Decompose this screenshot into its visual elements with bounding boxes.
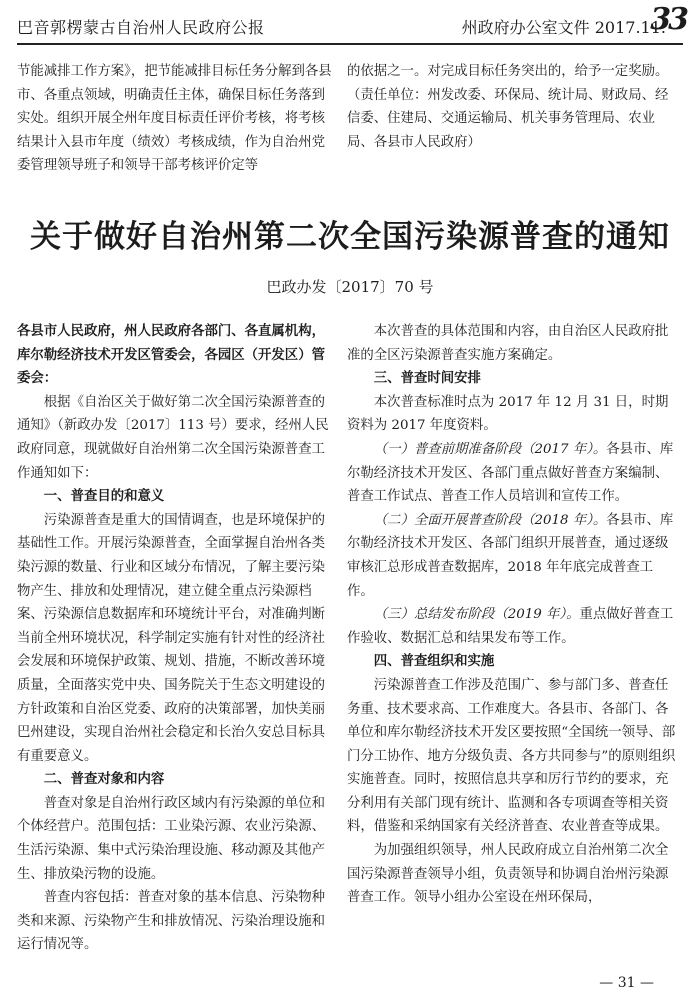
publication-title: 巴音郭楞蒙古自治州人民政府公报 (17, 18, 265, 37)
stage-paragraph (347, 509, 679, 603)
paragraph: 节能减排工作方案》，把节能减排目标任务分解到各县市、各重点领域，明确责任主体，确保目标任务落到实处。组织开展全州年度目标责任评价考核，将考核结果计入县市年度（绩效）考核成绩，作为自治州党委管理领导班子和领导干部考核评价定等 (17, 64, 332, 174)
stage-paragraph (347, 603, 679, 650)
stage-heading: （二）全面开展普查阶段（2018 年）。 (373, 512, 607, 528)
body-column-right (347, 320, 679, 910)
section-heading: 四、普查组织和实施 (373, 653, 495, 670)
paragraph: 本次普查的具体范围和内容，由自治区人民政府批准的全区污染源普查实施方案确定。 (347, 324, 669, 363)
section-heading: 三、普查时间安排 (373, 370, 481, 387)
section-date: 州政府办公室文件 2017.11. (461, 18, 666, 37)
continued-text-right (347, 60, 679, 154)
stage-heading: （一）普查前期准备阶段（2017 年）。 (373, 441, 607, 457)
intro-paragraph: 根据《自治区关于做好第二次全国污染源普查的通知》（新政办发〔2017〕113 号）要求，经州人民政府同意，现就做好自治州第二次全国污染源普查工作通知如下： (17, 394, 329, 481)
paragraph: 污染源普查工作涉及范围广、参与部门多、普查任务重、技术要求高、工作难度大。各县市、各部门、各单位和库尔勒经济技术开发区要按照“全国统一领导、部门分工协作、地方分级负责、各方共同参与”的原则组织实施普查。同时，按照信息共享和厉行节约的要求，充分利用有关部门现有统计、监测和各专项调查等相关资料，借鉴和采纳国家有关经济普查、农业普查等成果。 (347, 677, 676, 835)
body-column-left (17, 320, 335, 957)
issue-number: 33 (650, 2, 686, 37)
paragraph: 本次普查标准时点为 2017 年 12 月 31 日，时期资料为 2017 年度资料。 (347, 394, 669, 434)
page-header (0, 0, 700, 44)
addressee: 各县市人民政府，州人民政府各部门、各直属机构，库尔勒经济技术开发区管委会，各园区（开发区）管委会： (17, 323, 325, 387)
continued-text-left (17, 60, 335, 178)
section-heading: 一、普查目的和意义 (43, 488, 165, 505)
section-heading: 二、普查对象和内容 (43, 771, 165, 788)
paragraph: 普查对象是自治州行政区域内有污染源的单位和个体经营户。范围包括：工业染污源、农业污染源、生活污染源、集中式污染治理设施、移动源及其他产生、排放染污物的设施。 (17, 795, 325, 882)
document-title: 关于做好自治州第二次全国污染源普查的通知 (30, 219, 670, 255)
paragraph: 的依据之一。对完成目标任务突出的，给予一定奖励。（责任单位：州发改委、环保局、统计局、财政局、经信委、住建局、交通运输局、机关事务管理局、农业局、各县市人民政府） (347, 64, 669, 150)
paragraph: 为加强组织领导，州人民政府成立自治州第二次全国污染源普查领导小组，负责领导和协调自治州污染源普查工作。领导小组办公室设在州环保局， (347, 843, 669, 906)
stage-paragraph (347, 438, 679, 509)
stage-text: 各县市、库尔勒经济技术开发区、各部门组织开展普查，通过逐级审核汇总形成普查数据库，2018 年年底完成普查工作。 (347, 512, 674, 599)
header-rule (17, 43, 683, 45)
paragraph: 普查内容包括：普查对象的基本信息、污染物种类和来源、污染物产生和排放情况、污染治理设施和运行情况等。 (17, 890, 325, 953)
stage-text: 重点做好普查工作验收、数据汇总和结果发布等工作。 (347, 607, 674, 646)
paragraph: 污染源普查是重大的国情调查，也是环境保护的基础性工作。开展污染源普查，全面掌握自治州各类染污源的数量、行业和区域分布情况，了解主要污染物产生、排放和处理情况，建立健全重点污染源档案、污染源信息数据库和环境统计平台，对准确判断当前全州环境状况，科学制定实施有针对性的经济社会发展和环境保护政策、规划、措施，不断改善环境质量，全面落实党中央、国务院关于生态文明建设的方针政策和自治区党委、政府的决策部署，加快美丽巴州建设，实现自治州社会稳定和长治久安总目标具有重要意义。 (17, 512, 325, 764)
document-number: 巴政办发〔2017〕70 号 (266, 278, 434, 296)
stage-text: 各县市、库尔勒经济技术开发区、各部门重点做好普查方案编制、普查工作试点、普查工作人员培训和宣传工作。 (347, 441, 674, 505)
stage-heading: （三）总结发布阶段（2019 年）。 (373, 607, 580, 623)
page-number: — 31 — (599, 975, 654, 991)
